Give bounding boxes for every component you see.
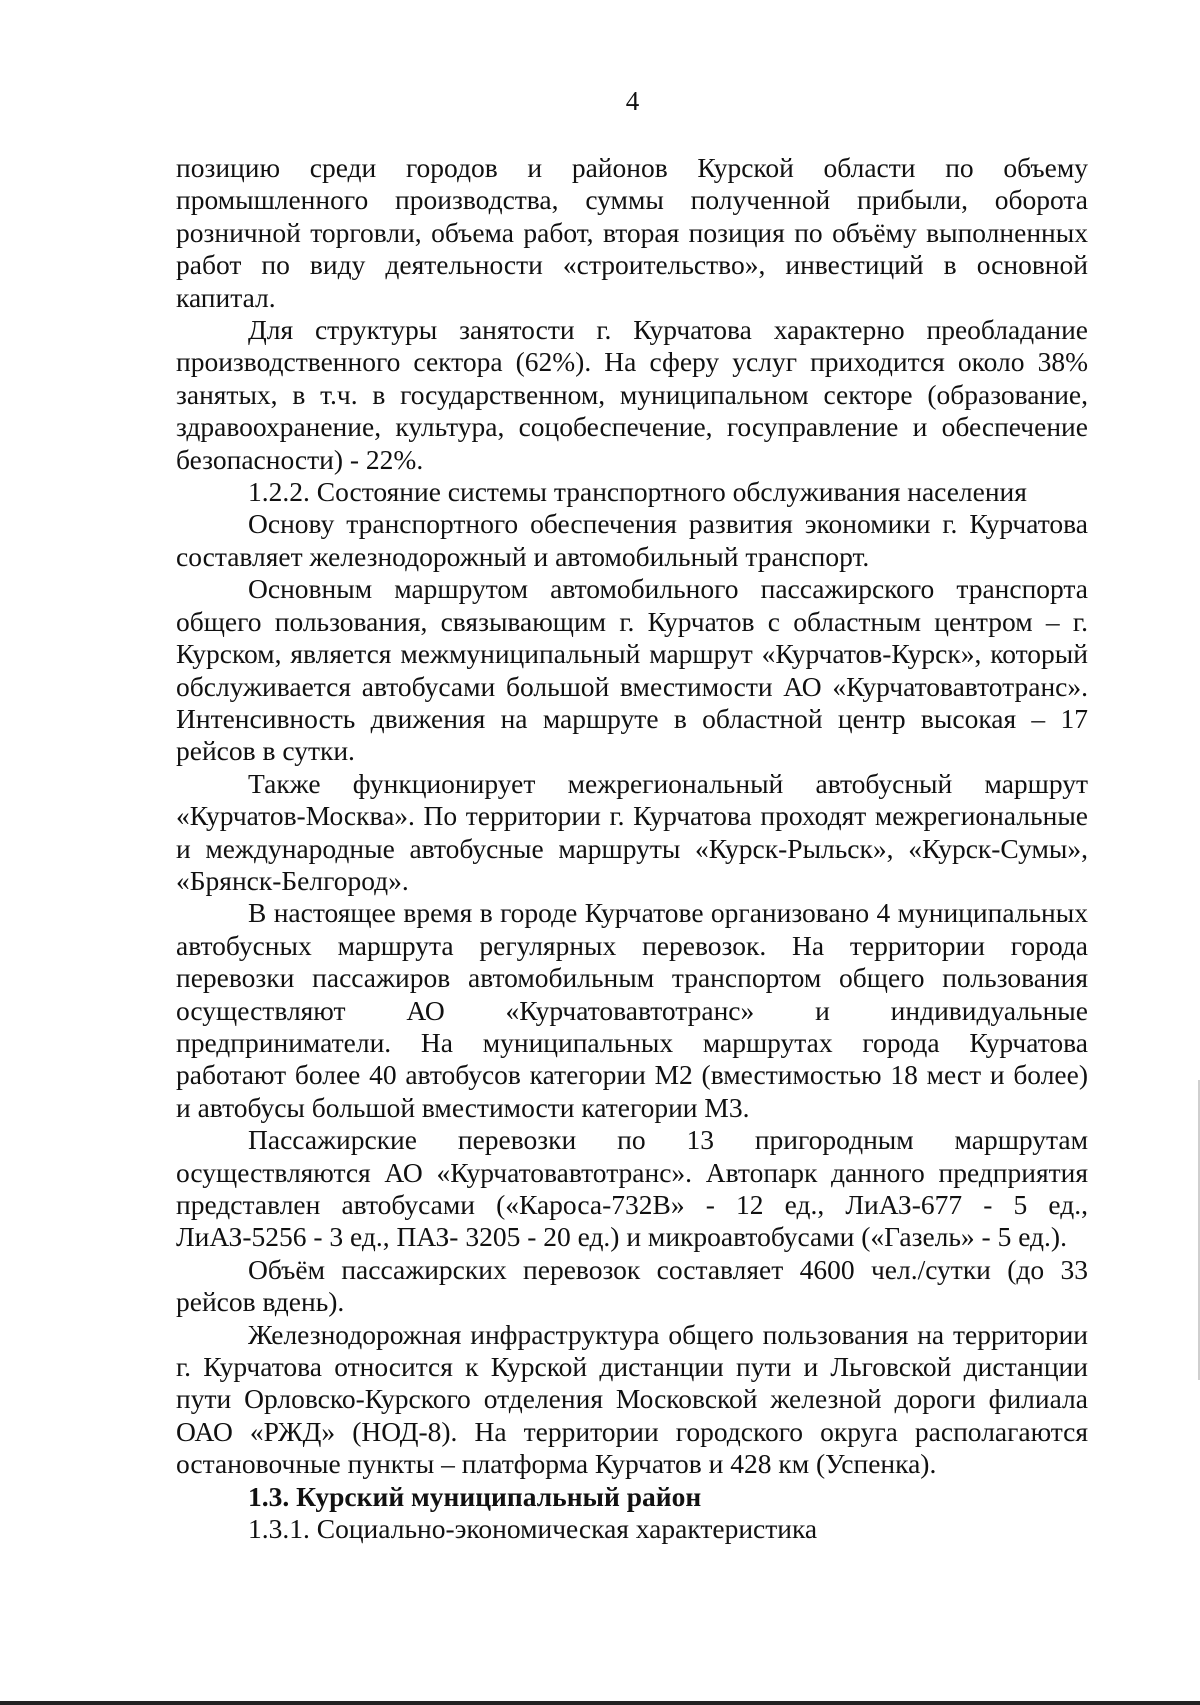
paragraph-suburban-routes: Пассажирские перевозки по 13 пригородным маршрутам осуществляются АО «Курчатовавтотранс». Автопарк данного предприятия представлен автобусами («Кароса-732В» - 12 ед., ЛиАЗ-677 - 5 ед., ЛиАЗ-5256 - 3 ед., ПАЗ- 3205 - 20 ед.) и микроавтобусами («Газель» - 5 ед.). — [176, 1124, 1088, 1253]
paragraph-railway: Железнодорожная инфраструктура общего пользования на территории г. Курчатова относится к Курской дистанции пути и Льговской дистанции пути Орловско-Курского отделения Московской железной дороги филиала ОАО «РЖД» (НОД-8). На территории городского округа располагаются остановочные пункты – платформа Курчатов и 428 км (Успенка). — [176, 1318, 1088, 1480]
paragraph-main-route: Основным маршрутом автомобильного пассажирского транспорта общего пользования, связывающим г. Курчатов с областным центром – г. Курском, является межмуниципальный маршрут «Курчатов-Курск», который обслуживается автобусами большой вместимости АО «Курчатовавтотранс». Интенсивность движения на маршруте в областной центр высокая – 17 рейсов в сутки. — [176, 573, 1088, 767]
page-number: 4 — [625, 86, 640, 116]
paragraph-transport-basis: Основу транспортного обеспечения развития экономики г. Курчатова составляет железнодорожный и автомобильный транспорт. — [176, 508, 1088, 572]
subsection-heading-socioeconomic: 1.3.1. Социально-экономическая характеристика — [248, 1513, 818, 1545]
paragraph-economic-position: позицию среди городов и районов Курской области по объему промышленного производства, суммы полученной прибыли, оборота розничной торговли, объема работ, вторая позиция по объёму выполненных работ по виду деятельности «строительство», инвестиций в основной капитал. — [176, 152, 1088, 313]
document-body — [176, 152, 1088, 1545]
paragraph-passenger-volume: Объём пассажирских перевозок составляет 4600 чел./сутки (до 33 рейсов вдень). — [176, 1253, 1088, 1318]
paragraph-interregional-routes: Также функционирует межрегиональный автобусный маршрут «Курчатов-Москва». По территории г. Курчатова проходят межрегиональные и международные автобусные маршруты «Курск-Рыльск», «Курск-Сумы», «Брянск-Белгород». — [176, 767, 1088, 896]
paragraph-employment-structure: Для структуры занятости г. Курчатова характерно преобладание производственного сектора (62%). На сферу услуг приходится около 38% занятых, в т.ч. в государственном, муниципальном секторе (образование, здравоохранение, культура, соцобеспечение, госуправление и обеспечение безопасности) - 22%. — [176, 314, 1088, 475]
paragraph-municipal-routes: В настоящее время в городе Курчатове организовано 4 муниципальных автобусных маршрута регулярных перевозок. На территории города перевозки пассажиров автомобильным транспортом общего пользования осуществляют АО «Курчатовавтотранс» и индивидуальные предприниматели. На муниципальных маршрутах города Курчатова работают более 40 автобусов категории М2 (вместимостью 18 мест и более) и автобусы большой вместимости категории М3. — [176, 897, 1088, 1123]
scan-bottom-edge — [0, 1701, 1200, 1705]
section-heading-transport: 1.2.2. Состояние системы транспортного обслуживания населения — [248, 476, 1027, 508]
section-heading-kursk-district: 1.3. Курский муниципальный район — [248, 1480, 702, 1512]
